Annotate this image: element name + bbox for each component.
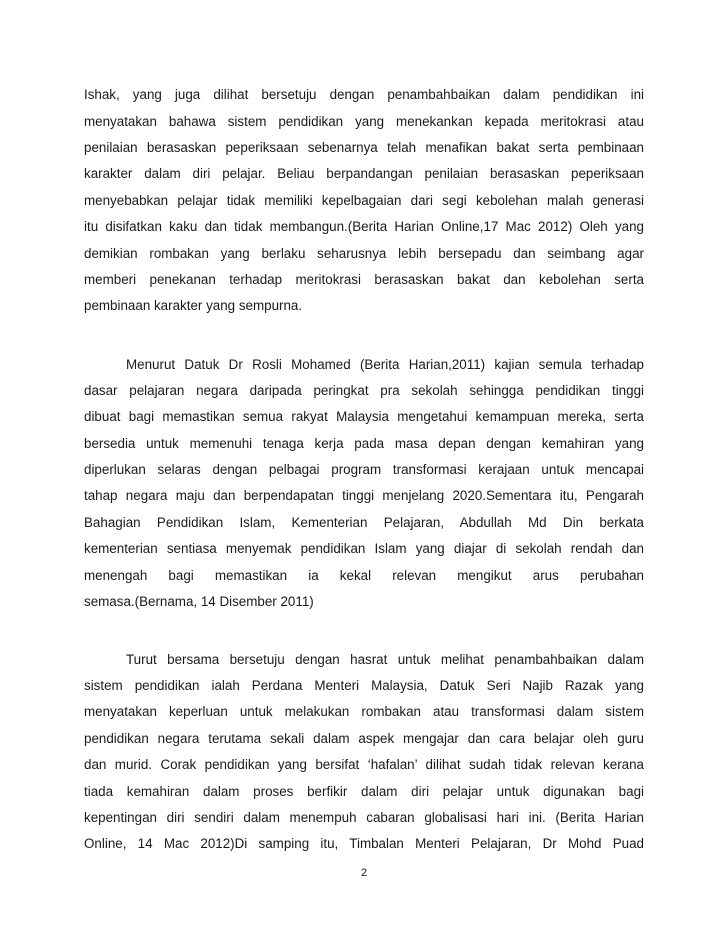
paragraph-2-line-10: semasa.(Bernama, 14 Disember 2011) bbox=[84, 594, 314, 609]
paragraph-1-line-7: demikian rombakan yang berlaku seharusnya lebih bersepadu dan seimbang agar bbox=[84, 246, 644, 261]
paragraph-2-line-1: Menurut Datuk Dr Rosli Mohamed (Berita Harian,2011) kajian semula terhadap bbox=[126, 357, 644, 372]
paragraph-3-line-5: dan murid. Corak pendidikan yang bersifat ‘hafalan’ dilihat sudah tidak relevan kerana bbox=[84, 757, 644, 772]
paragraph-3-line-2: sistem pendidikan ialah Perdana Menteri Malaysia, Datuk Seri Najib Razak yang bbox=[84, 678, 644, 693]
page-number: 2 bbox=[360, 867, 368, 879]
paragraph-2-line-4: bersedia untuk memenuhi tenaga kerja pada masa depan dengan kemahiran yang bbox=[84, 436, 644, 451]
paragraph-2-line-9: menengah bagi memastikan ia kekal relevan mengikut arus perubahan bbox=[84, 568, 644, 583]
paragraph-2-line-3: dibuat bagi memastikan semua rakyat Malaysia mengetahui kemampuan mereka, serta bbox=[84, 409, 644, 424]
paragraph-2-line-6: tahap negara maju dan berpendapatan tinggi menjelang 2020.Sementara itu, Pengarah bbox=[84, 488, 644, 503]
paragraph-1-line-3: penilaian berasaskan peperiksaan sebenarnya telah menafikan bakat serta pembinaan bbox=[84, 140, 644, 155]
paragraph-1-line-5: menyebabkan pelajar tidak memiliki kepelbagaian dari segi kebolehan malah generasi bbox=[84, 193, 644, 208]
paragraph-1-line-4: karakter dalam diri pelajar. Beliau berpandangan penilaian berasaskan peperiksaan bbox=[84, 166, 644, 181]
paragraph-1-line-9: pembinaan karakter yang sempurna. bbox=[84, 298, 303, 313]
paragraph-1-line-6: itu disifatkan kaku dan tidak membangun.(Berita Harian Online,17 Mac 2012) Oleh yang bbox=[84, 219, 644, 234]
paragraph-3-line-4: pendidikan negara terutama sekali dalam aspek mengajar dan cara belajar oleh guru bbox=[84, 731, 644, 746]
paragraph-2-line-8: kementerian sentiasa menyemak pendidikan Islam yang diajar di sekolah rendah dan bbox=[84, 541, 644, 556]
paragraph-2-line-2: dasar pelajaran negara daripada peringkat pra sekolah sehingga pendidikan tinggi bbox=[84, 383, 644, 398]
paragraph-3-line-3: menyatakan keperluan untuk melakukan rombakan atau transformasi dalam sistem bbox=[84, 704, 644, 719]
paragraph-1-line-8: memberi penekanan terhadap meritokrasi berasaskan bakat dan kebolehan serta bbox=[84, 272, 644, 287]
paragraph-1-line-2: menyatakan bahawa sistem pendidikan yang menekankan kepada meritokrasi atau bbox=[84, 114, 644, 129]
paragraph-3-line-8: Online, 14 Mac 2012)Di samping itu, Timbalan Menteri Pelajaran, Dr Mohd Puad bbox=[84, 836, 644, 851]
paragraph-3-line-6: tiada kemahiran dalam proses berfikir dalam diri pelajar untuk digunakan bagi bbox=[84, 784, 644, 799]
paragraph-2-line-5: diperlukan selaras dengan pelbagai program transformasi kerajaan untuk mencapai bbox=[84, 462, 644, 477]
paragraph-3-line-1: Turut bersama bersetuju dengan hasrat untuk melihat penambahbaikan dalam bbox=[126, 652, 644, 667]
paragraph-1-line-1: Ishak, yang juga dilihat bersetuju dengan penambahbaikan dalam pendidikan ini bbox=[84, 87, 644, 102]
paragraph-2-line-7: Bahagian Pendidikan Islam, Kementerian Pelajaran, Abdullah Md Din berkata bbox=[84, 515, 644, 530]
paragraph-3-line-7: kepentingan diri sendiri dalam menempuh cabaran globalisasi hari ini. (Berita Harian bbox=[84, 810, 644, 825]
